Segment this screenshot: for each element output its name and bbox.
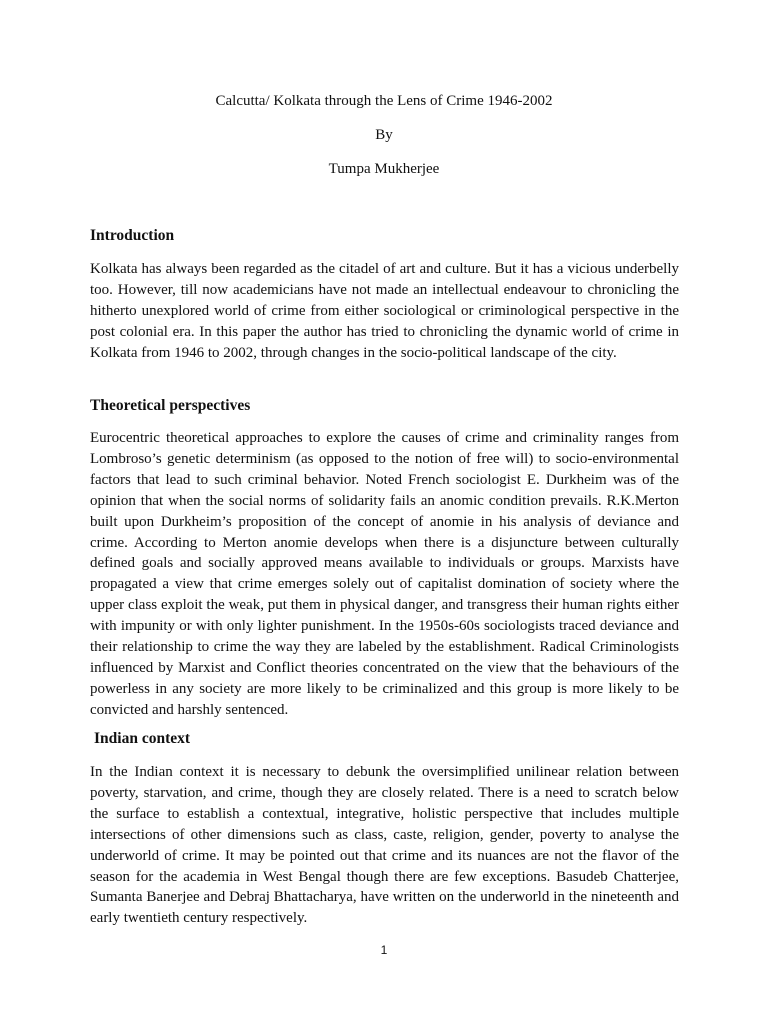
paper-title: Calcutta/ Kolkata through the Lens of Crime 1946-2002: [215, 93, 553, 109]
page-number: 1: [380, 943, 388, 957]
section-heading-indian-context: Indian context: [94, 730, 191, 747]
section-heading-theoretical-perspectives: Theoretical perspectives: [90, 397, 251, 414]
introduction-paragraph: Kolkata has always been regarded as the citadel of art and culture. But it has a vicious underbelly too. However, till now academicians have not made an intellectual endeavour to chronicling the hitherto unexplored world of crime from either sociological or criminological perspective in the post colonial era. In this paper the author has tried to chronicling the dynamic world of crime in Kolkata from 1946 to 2002, through changes in the socio-political landscape of the city.: [90, 261, 679, 361]
indian-context-paragraph: In the Indian context it is necessary to debunk the oversimplified unilinear relation between poverty, starvation, and crime, though they are closely related. There is a need to scratch below the surface to establish a contextual, integrative, holistic perspective that includes multiple intersections of other dimensions such as class, caste, religion, gender, poverty to analyse the underworld of crime. It may be pointed out that crime and its nuances are not the flavor of the season for the academia in West Bengal though there are few exceptions. Basudeb Chatterjee, Sumanta Banerjee and Debraj Bhattacharya, have written on the underworld in the nineteenth and early twentieth century respectively.: [90, 764, 679, 927]
theoretical-perspectives-paragraph: Eurocentric theoretical approaches to explore the causes of crime and criminality ranges from Lombroso’s genetic determinism (as opposed to the notion of free will) to socio-environmental factors that lead to such criminal behavior. Noted French sociologist E. Durkheim was of the opinion that when the social norms of solidarity fails an anomic condition prevails. R.K.Merton built upon Durkheim’s proposition of the concept of anomie in his analysis of deviance and crime. According to Merton anomie develops when there is a disjuncture between culturally defined goals and socially approved means available to individuals or groups. Marxists have propagated a view that crime emerges solely out of capitalist domination of society where the upper class exploit the weak, put them in physical danger, and transgress their human rights either with impunity or with only lighter punishment. In the 1950s-60s sociologists traced deviance and their relationship to crime the way they are labeled by the establishment. Radical Criminologists influenced by Marxist and Conflict theories concentrated on the view that the behaviours of the powerless in any society are more likely to be criminalized and this group is more likely to be convicted and harshly sentenced.: [90, 430, 679, 718]
section-heading-introduction: Introduction: [90, 227, 175, 244]
byline-label: By: [375, 127, 393, 143]
author-name: Tumpa Mukherjee: [328, 161, 440, 177]
